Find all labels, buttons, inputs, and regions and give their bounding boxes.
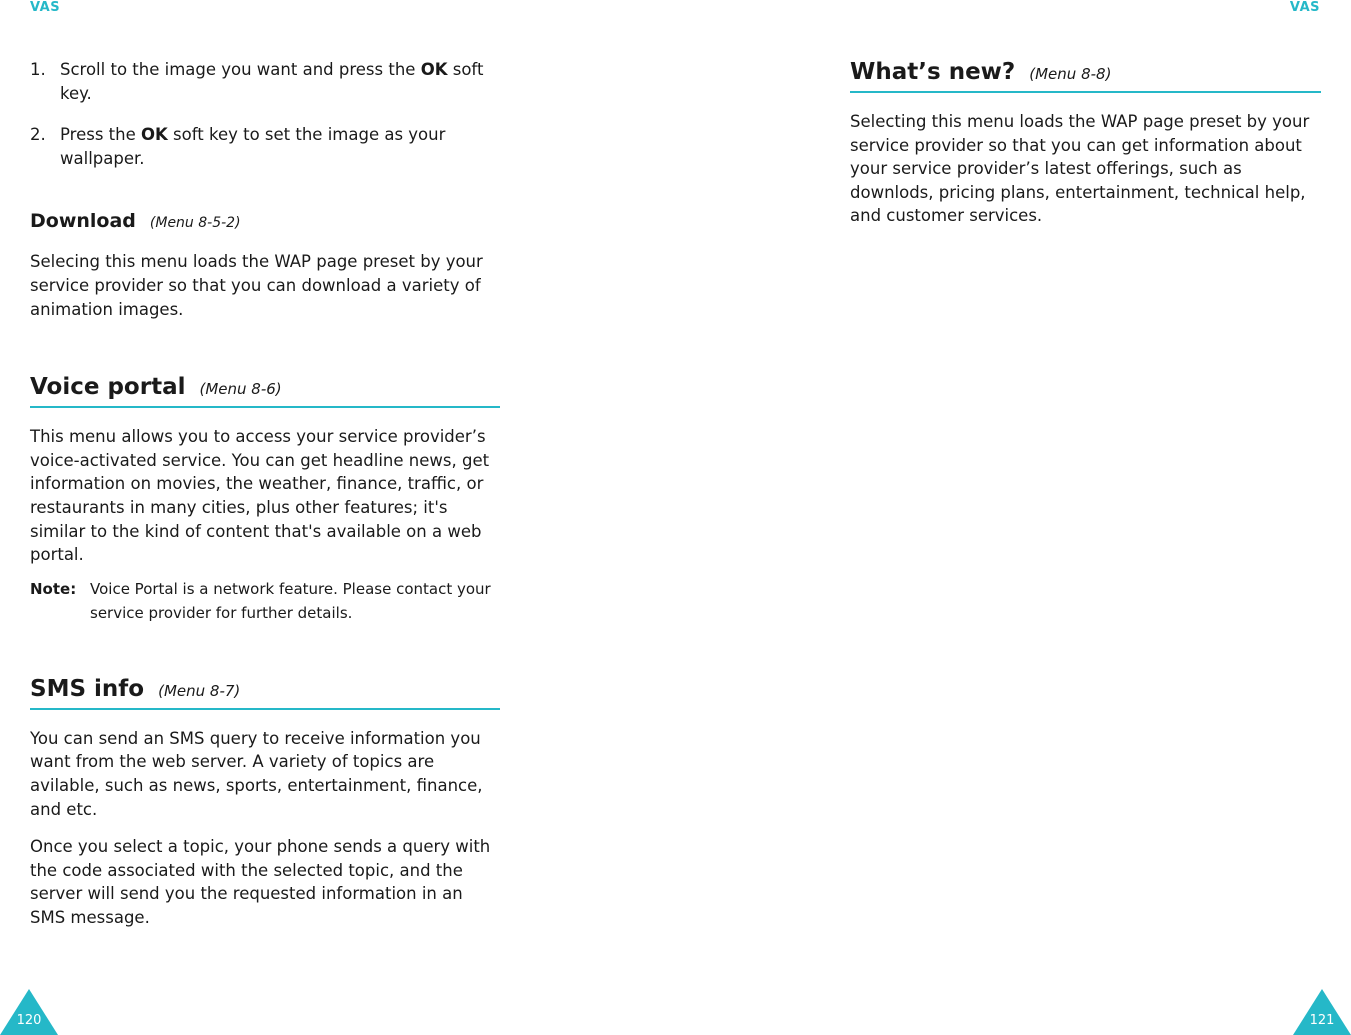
page-number-label: 120: [16, 1013, 42, 1028]
running-header-left: VAS: [30, 0, 61, 15]
sms-info-title: SMS info: [30, 675, 145, 702]
step-number: 2.: [30, 125, 46, 145]
step-2: [30, 123, 500, 170]
download-text: Selecing this menu loads the WAP page preset by your service provider so that you can download a variety of animation images.: [30, 252, 483, 319]
step-text-post: soft key to set the image as your wallpaper.: [60, 125, 446, 168]
voice-portal-note: [30, 577, 500, 625]
page-tab-triangle-icon: [1293, 989, 1351, 1035]
step-number: 1.: [30, 60, 46, 79]
download-menu-ref: (Menu 8-5-2): [149, 215, 241, 232]
whats-new-heading: [850, 58, 1321, 93]
page-number-label: 121: [1309, 1013, 1335, 1028]
voice-portal-menu-ref: (Menu 8-6): [199, 380, 282, 399]
page-number-left: [0, 989, 58, 1035]
running-header-right: VAS: [1289, 0, 1320, 15]
page-number-right: [1293, 989, 1351, 1035]
download-title: Download: [30, 210, 136, 233]
sms-info-heading: [30, 675, 500, 710]
ok-key: OK: [420, 60, 448, 79]
note-label: Note:: [30, 579, 77, 598]
ok-key: OK: [141, 125, 168, 145]
sms-info-menu-ref: (Menu 8-7): [158, 681, 241, 700]
whats-new-text: Selecting this menu loads the WAP page preset by your service provider so that you can get information about your service provider’s latest offerings, such as downlods, pricing plans, entertainment, technical help, and customer services.: [850, 112, 1310, 226]
steps-list: [30, 58, 500, 170]
voice-portal-text: This menu allows you to access your service provider’s voice-activated service. You can get headline news, get information on movies, the weather, finance, traffic, or restaurants in many cities, plus other features; it's similar to the kind of content that's available on a web portal.: [30, 427, 490, 565]
left-page: [30, 58, 500, 943]
voice-portal-heading: [30, 373, 500, 408]
step-1: [30, 58, 500, 105]
download-heading: [30, 208, 500, 236]
note-text: Voice Portal is a network feature. Please contact your service provider for further details.: [90, 579, 491, 622]
right-page: [850, 58, 1321, 242]
step-text-pre: Press the: [60, 125, 141, 145]
sms-info-text-2: Once you select a topic, your phone sends a query with the code associated with the selected topic, and the server will send you the requested information in an SMS message.: [30, 837, 491, 927]
voice-portal-title: Voice portal: [30, 374, 186, 401]
whats-new-menu-ref: (Menu 8-8): [1029, 65, 1112, 83]
step-text-pre: Scroll to the image you want and press the: [60, 60, 421, 79]
sms-info-text-1: You can send an SMS query to receive information you want from the web server. A variety of topics are avilable, such as news, sports, entertainment, finance, and etc.: [30, 728, 483, 819]
whats-new-title: What’s new?: [850, 59, 1016, 85]
step-text-post: soft key.: [60, 60, 484, 103]
page-tab-triangle-icon: [0, 989, 58, 1035]
